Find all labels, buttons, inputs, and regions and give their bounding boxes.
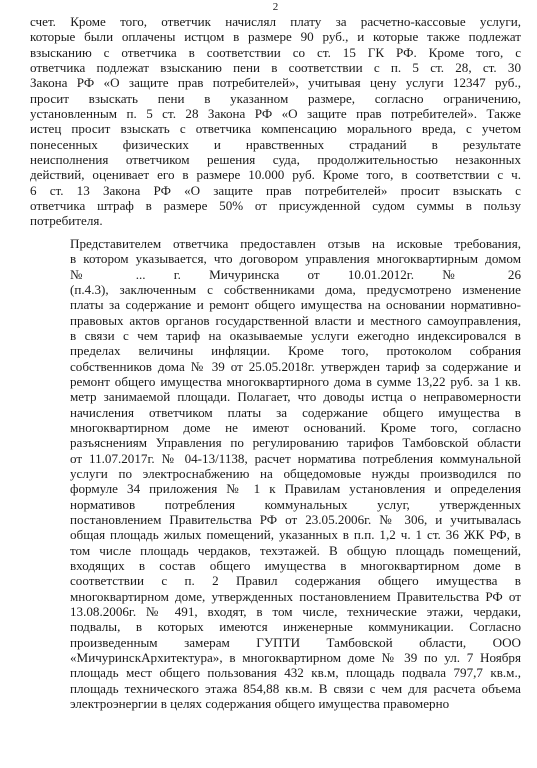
- text-line: начисления ответчиком платы за содержание общего имущества в: [70, 404, 521, 420]
- text-line: формуле 34 приложения № 1 к Правилам установления и определения: [70, 481, 521, 497]
- text-line: общая площадь жилых помещений, указанных в п.п. 1,2 ч. 1 ст. 36 ЖК РФ, в: [70, 527, 521, 543]
- text-line: многоквартирном доме не имеют оснований. Кроме того, согласно: [70, 419, 521, 435]
- text-line: в котором указывается, что договором управления многоквартирным домом: [70, 251, 521, 267]
- text-line: нормативов потребления коммунальных услуг, утвержденных: [70, 496, 521, 512]
- text-line: площадь мест общего пользования 432 кв.м, площадь подвала 797,7 кв.м.,: [70, 665, 521, 681]
- text-line: (п.4.3), заключенным с собственниками дома, предусмотрено изменение: [70, 281, 521, 297]
- text-line: Представителем ответчика предоставлен отзыв на исковые требования,: [70, 235, 521, 251]
- text-line: взысканию с ответчика в соответствии со ст. 15 ГК РФ. Кроме того, с: [30, 44, 521, 60]
- text-line: ремонт общего имущества многоквартирного дома в сумме 13,22 руб. за 1 кв.: [70, 373, 521, 389]
- text-line: в связи с чем тариф на оказываемые услуги ежегодно индексировался в: [70, 327, 521, 343]
- text-line: площадь технического этажа 854,88 кв.м. В связи с чем для расчета объема: [70, 680, 521, 696]
- text-line: входящих в состав общего имущества в многоквартирном доме в: [70, 558, 521, 574]
- text-line: счет. Кроме того, ответчик начислял плату за расчетно-кассовые услуги,: [30, 14, 521, 29]
- text-line: истец просит взыскать с ответчика компенсацию морального вреда, с учетом: [30, 121, 521, 137]
- text-line: ответчика штраф в размере 50% от присужденной судом суммы в пользу: [30, 198, 521, 214]
- text-line: Закона РФ «О защите прав потребителей», учитывая цену услуги 12347 руб.,: [30, 75, 521, 91]
- text-line: соответствии с п. 2 Правил содержания общего имущества в: [70, 573, 521, 589]
- text-line: действий, оценивает его в размере 10.000 руб. Кроме того, в соответствии с ч.: [30, 167, 521, 183]
- text-line: № ... г. Мичуринска от 10.01.2012г. № 26: [70, 266, 521, 282]
- text-line: электроэнергии в целях содержания общего имущества правомерно: [70, 696, 450, 712]
- text-line: неисполнения ответчиком решения суда, продолжительностью незаконных: [30, 152, 521, 168]
- text-line: многоквартирном доме, утвержденных постановлением Правительства РФ от: [70, 588, 521, 604]
- text-line: разъяснениям Управления по регулированию тарифов Тамбовской области: [70, 435, 521, 451]
- text-line: потребителя.: [30, 213, 103, 229]
- text-line: ответчика подлежат взысканию пени в соответствии с п. 5 ст. 28, ст. 30: [30, 60, 521, 76]
- text-line: 13.08.2006г. № 491, входят, в том числе, технические этажи, чердаки,: [70, 604, 521, 620]
- text-line: понесенных физических и нравственных страданий в результате: [30, 136, 521, 152]
- text-line: платы за содержание и ремонт общего имущества на основании нормативно-: [70, 297, 521, 313]
- paragraph-2: [30, 236, 521, 712]
- text-line: от 11.07.2017г. № 04-13/1138, расчет норматива потребления коммунальной: [70, 450, 521, 466]
- text-line: установленным п. 5 ст. 28 Закона РФ «О защите прав потребителей». Также: [30, 106, 521, 122]
- text-line: пределах величины инфляции. Кроме того, протоколом собрания: [70, 343, 521, 359]
- text-line: том числе площадь чердаков, техэтажей. В общую площадь помещений,: [70, 542, 521, 558]
- text-line: «МичуринскАрхитектура», в многоквартирном доме № 39 по ул. 7 Ноября: [70, 650, 521, 666]
- text-line: метр занимаемой площади. Полагает, что доводы истца о неправомерности: [70, 389, 521, 405]
- page-number: 2: [272, 1, 279, 13]
- text-line: 6 ст. 13 Закона РФ «О защите прав потребителей» просит взыскать с: [30, 182, 521, 198]
- text-line: правовых актов органов государственной власти и местного самоуправления,: [70, 312, 521, 328]
- text-line: собственников дома № 39 от 25.05.2018г. утвержден тариф за содержание и: [70, 358, 521, 374]
- text-line: просит взыскать пени в указанном размере, согласно ограничению,: [30, 90, 521, 106]
- text-line: постановлением Правительства РФ от 23.05.2006г. № 306, и учитывалась: [70, 512, 521, 527]
- text-line: услуги по электроснабжению на общедомовые нужды производился по: [70, 465, 521, 481]
- text-line: которые были оплачены истцом в размере 90 руб., и которые также подлежат: [30, 29, 521, 45]
- text-line: подвалы, в которых имеются инженерные коммуникации. Согласно: [70, 619, 521, 635]
- paragraph-1: [30, 14, 521, 229]
- text-line: произведенным замерам ГУПТИ Тамбовской области, ООО: [70, 634, 521, 650]
- document-body: [30, 14, 521, 711]
